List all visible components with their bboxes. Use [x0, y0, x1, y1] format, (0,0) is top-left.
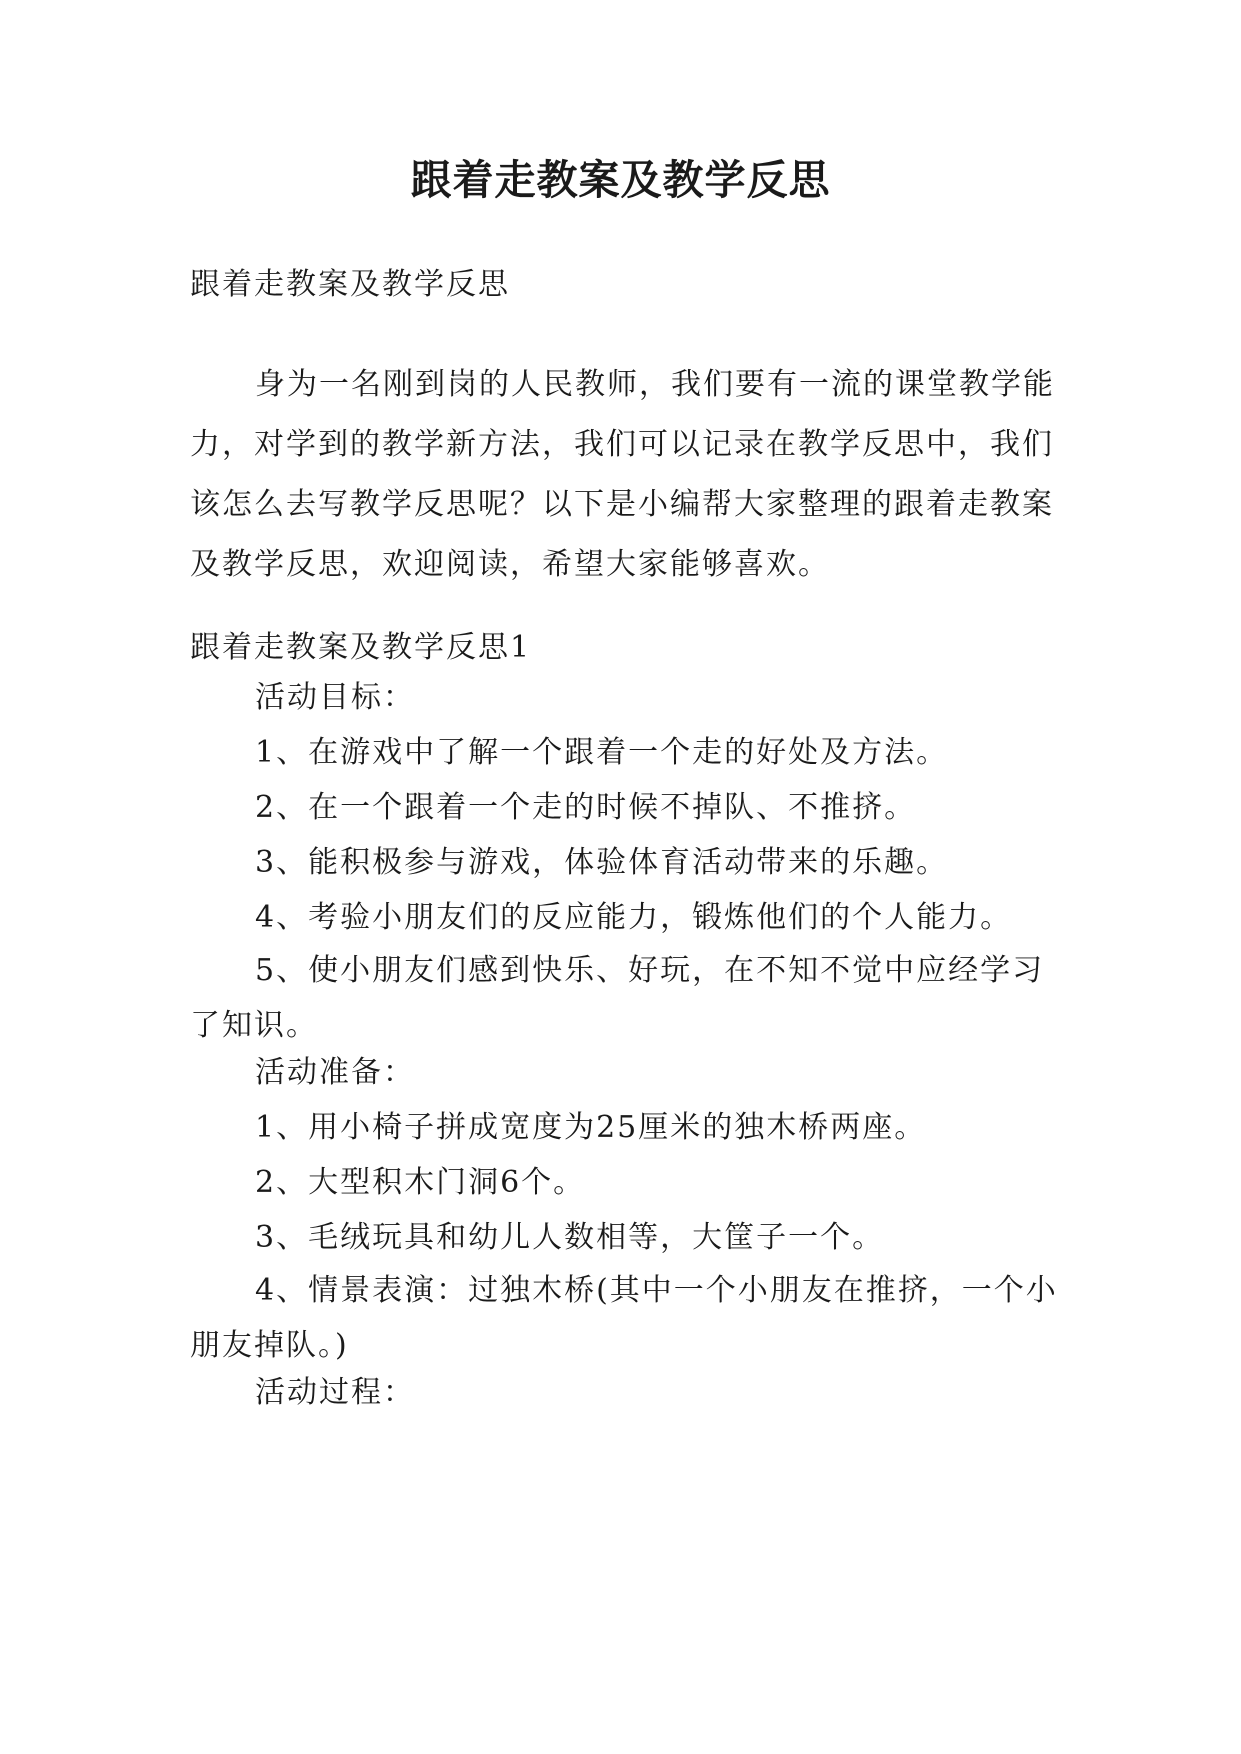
goals-heading: 活动目标： [255, 680, 415, 715]
goal-item: 3、能积极参与游戏，体验体育活动带来的乐趣。 [255, 845, 949, 880]
prep-item: 4、情景表演：过独木桥(其中一个小朋友在推挤，一个小朋友掉队。) [190, 1273, 1058, 1363]
goal-item: 1、在游戏中了解一个跟着一个走的好处及方法。 [255, 735, 949, 770]
prep-item: 3、毛绒玩具和幼儿人数相等，大筐子一个。 [255, 1220, 885, 1255]
prep-heading: 活动准备： [255, 1055, 415, 1090]
prep-item: 1、用小椅子拼成宽度为25厘米的独木桥两座。 [255, 1110, 927, 1145]
section-heading: 跟着走教案及教学反思1 [190, 630, 532, 665]
goal-item: 5、使小朋友们感到快乐、好玩，在不知不觉中应经学习了知识。 [190, 953, 1045, 1043]
document-title: 跟着走教案及教学反思 [410, 156, 831, 204]
goal-item: 2、在一个跟着一个走的时候不掉队、不推挤。 [255, 790, 917, 825]
prep-item: 2、大型积木门洞6个。 [255, 1165, 586, 1200]
intro-paragraph: 身为一名刚到岗的人民教师，我们要有一流的课堂教学能力，对学到的教学新方法，我们可以记录在教学反思中，我们该怎么去写教学反思呢？以下是小编帮大家整理的跟着走教案及教学反思，欢迎阅读，希望大家能够喜欢。 [190, 367, 1055, 582]
process-heading: 活动过程： [255, 1375, 415, 1410]
document-subtitle: 跟着走教案及教学反思 [190, 267, 510, 302]
goal-item: 4、考验小朋友们的反应能力，锻炼他们的个人能力。 [255, 900, 1013, 935]
